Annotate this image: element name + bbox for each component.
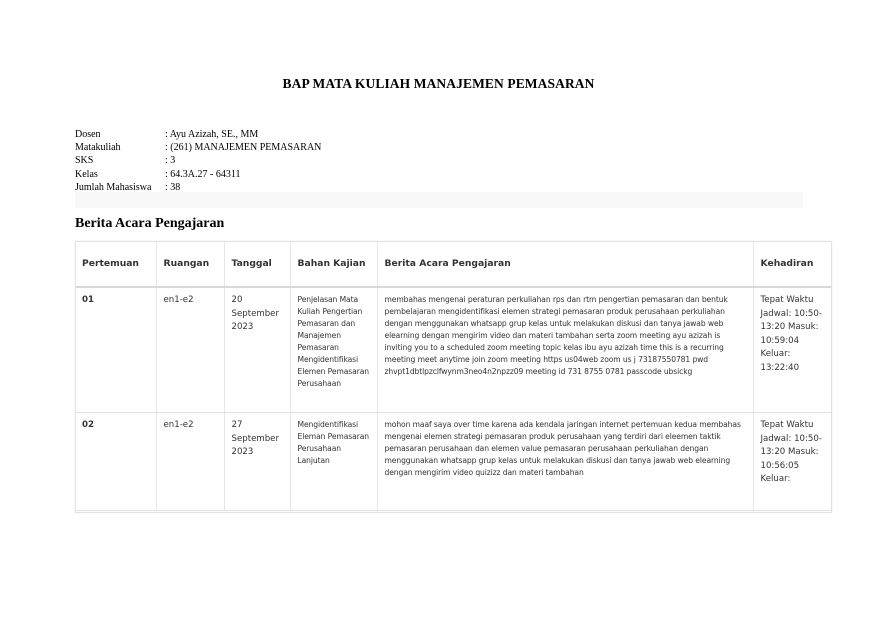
info-value: : 3 bbox=[165, 155, 176, 167]
cell-berita-acara: mohon maaf saya over time karena ada kendala jaringan internet pertemuan kedua membahas mengenai elemen strategi pemasaran produk perusahaan yang terdiri dari eleemen taktik pemasaran perusahaan dan elemen value pemasaran perusahaan perkuliahan dengan menggunakan whatsapp grup kelas untuk melakukan diskusi dan tanya jawab web elearning dengan mengirim video quizizz dan materi tambahan bbox=[377, 413, 753, 511]
cell-bahan-kajian: Mengidentifikasi Eleman Pemasaran Perusahaan Lanjutan bbox=[290, 413, 377, 511]
info-value: : 64.3A.27 - 64311 bbox=[165, 168, 241, 180]
cell-ruangan: en1-e2 bbox=[156, 287, 224, 413]
document-title: BAP MATA KULIAH MANAJEMEN PEMASARAN bbox=[282, 76, 595, 91]
info-row-jumlah-mahasiswa bbox=[75, 181, 803, 194]
info-label: Dosen bbox=[75, 129, 101, 140]
course-info bbox=[75, 128, 803, 194]
cell-pertemuan: 02 bbox=[75, 413, 156, 511]
bap-table bbox=[75, 241, 831, 511]
header-bahan-kajian: Bahan Kajian bbox=[290, 241, 377, 287]
header-ruangan: Ruangan bbox=[156, 241, 224, 287]
cell-ruangan: en1-e2 bbox=[156, 413, 224, 511]
cell-pertemuan: 01 bbox=[75, 287, 156, 413]
cell-bahan-kajian: Penjelasan Mata Kuliah Pengertian Pemasaran dan Manajemen Pemasaran Mengidentifikasi Elemen Pemasaran Perusahaan bbox=[290, 287, 377, 413]
info-label: SKS bbox=[75, 155, 94, 167]
info-value: : 38 bbox=[165, 181, 181, 193]
cell-berita-acara: membahas mengenai peraturan perkuliahan rps dan rtm pengertian pemasaran dan bentuk pembelajaran mengidentifikasi elemen strategi pemasaran produk perusahaan perkuliahan dengan menggunakan whatsapp grup kelas untuk melakukan diskusi dan tanya jawab web elearning dengan mengirim video dan materi tambahan serta zoom meeting ayu azizah is inviting you to a scheduled zoom meeting topic kelas ibu ayu azizah time this is a recurring meeting meet anytime join zoom meeting https us04web zoom us j 73187550781 pwd zhvpt1dbtlpzclfwynm3neo4n2npzz09 meeting id 731 8755 0781 passcode ubsickg bbox=[377, 287, 753, 413]
section-title: Berita Acara Pengajaran bbox=[75, 216, 225, 231]
table-row bbox=[75, 413, 831, 511]
header-tanggal: Tanggal bbox=[224, 241, 290, 287]
header-pertemuan: Pertemuan bbox=[75, 241, 156, 287]
cell-kehadiran: Tepat Waktu Jadwal: 10:50-13:20 Masuk: 10:59:04 Keluar: 13:22:40 bbox=[753, 287, 831, 413]
info-label: Matakuliah bbox=[75, 142, 121, 154]
info-divider bbox=[75, 192, 803, 208]
header-berita-acara: Berita Acara Pengajaran bbox=[377, 241, 753, 287]
info-value: : Ayu Azizah, SE., MM bbox=[165, 129, 259, 140]
info-row-matakuliah bbox=[75, 141, 803, 154]
cell-kehadiran: Tepat Waktu Jadwal: 10:50-13:20 Masuk: 10:56:05 Keluar: bbox=[753, 413, 831, 511]
info-row-sks bbox=[75, 154, 803, 167]
cell-tanggal: 27 September 2023 bbox=[224, 413, 290, 511]
info-row-kelas bbox=[75, 168, 803, 181]
header-kehadiran: Kehadiran bbox=[753, 241, 831, 287]
info-label: Kelas bbox=[75, 168, 98, 180]
cell-tanggal: 20 September 2023 bbox=[224, 287, 290, 413]
table-row bbox=[75, 287, 831, 413]
table-header-row bbox=[75, 241, 831, 287]
info-row-dosen bbox=[75, 128, 803, 141]
info-value: : (261) MANAJEMEN PEMASARAN bbox=[165, 142, 322, 154]
info-label: Jumlah Mahasiswa bbox=[75, 181, 152, 193]
